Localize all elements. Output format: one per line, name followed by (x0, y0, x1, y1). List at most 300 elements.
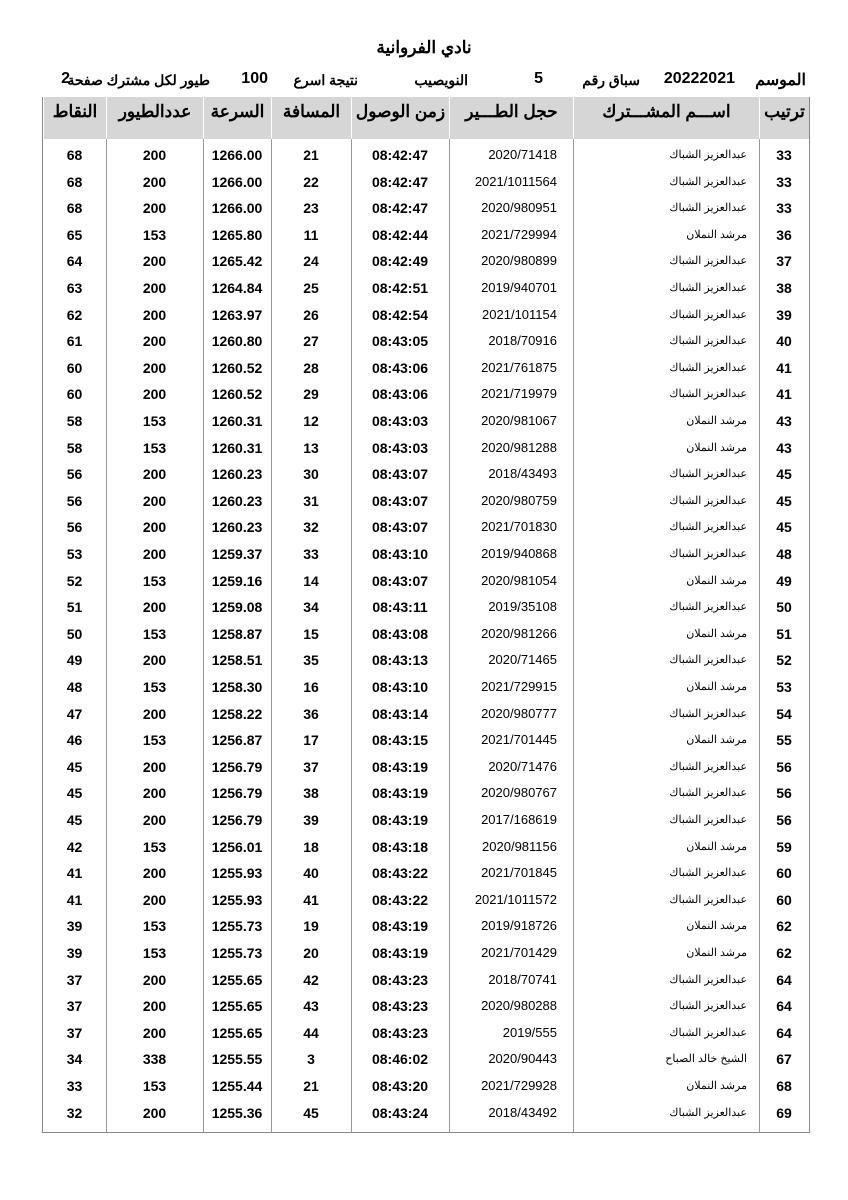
speed-cell: 1256.79 (211, 812, 263, 828)
distance-cell: 17 (303, 732, 319, 749)
bird-count-cell: 153 (142, 732, 167, 749)
participant-name-cell: عبدالعزيز الشباك (669, 361, 747, 374)
column-header-participant-name: اســـم المشـــترك (573, 97, 759, 139)
result-label: نتيجة اسرع (293, 72, 358, 88)
ring-number-cell: 2018/43493 (488, 466, 557, 482)
rank-cell: 45 (776, 492, 792, 509)
distance-cell: 13 (303, 439, 319, 456)
table-row (43, 701, 809, 728)
bird-count-cell: 200 (142, 758, 167, 775)
speed-cell: 1255.93 (211, 865, 263, 882)
points-cell: 34 (66, 1051, 83, 1068)
rank-cell: 51 (776, 625, 792, 642)
arrival-time-cell: 08:42:49 (371, 253, 429, 270)
distance-cell: 20 (303, 945, 319, 961)
distance-cell: 28 (303, 359, 319, 376)
bird-count-cell: 153 (142, 226, 167, 243)
speed-cell: 1255.65 (211, 998, 263, 1015)
bird-count-cell: 200 (142, 865, 167, 882)
table-row (43, 568, 809, 595)
points-cell: 53 (66, 546, 83, 562)
speed-cell: 1258.30 (211, 679, 263, 695)
rank-cell: 43 (776, 439, 792, 456)
bird-count-cell: 338 (142, 1051, 167, 1068)
points-cell: 41 (66, 891, 83, 908)
speed-cell: 1255.55 (211, 1051, 263, 1068)
arrival-time-cell: 08:42:51 (371, 280, 429, 296)
bird-count-cell: 153 (142, 945, 167, 961)
participant-name-cell: عبدالعزيز الشباك (669, 654, 747, 667)
arrival-time-cell: 08:43:23 (371, 971, 429, 988)
participant-name-cell: مرشد النملان (686, 574, 747, 587)
speed-cell: 1260.52 (211, 386, 263, 403)
points-cell: 33 (66, 1078, 83, 1094)
distance-cell: 26 (303, 306, 319, 323)
arrival-time-cell: 08:43:07 (371, 492, 429, 509)
arrival-time-cell: 08:43:05 (371, 333, 429, 350)
ring-number-cell: 2020/90443 (488, 1051, 557, 1067)
rank-cell: 45 (776, 466, 792, 483)
arrival-time-cell: 08:43:14 (371, 705, 429, 722)
arrival-time-cell: 08:43:08 (371, 625, 429, 642)
table-row (43, 195, 809, 222)
participant-name-cell: عبدالعزيز الشباك (669, 1000, 747, 1013)
table-row (43, 514, 809, 541)
bird-count-cell: 200 (142, 599, 167, 616)
ring-number-cell: 2021/729915 (481, 679, 557, 694)
ring-number-cell: 2020/980767 (481, 785, 557, 801)
arrival-time-cell: 08:46:02 (371, 1051, 429, 1068)
distance-cell: 42 (303, 971, 319, 988)
distance-cell: 38 (303, 785, 319, 802)
table-row (43, 1046, 809, 1073)
arrival-time-cell: 08:43:06 (371, 359, 429, 376)
speed-cell: 1255.65 (211, 971, 263, 988)
bird-count-cell: 200 (142, 386, 167, 403)
rank-cell: 64 (776, 998, 792, 1015)
table-row (43, 594, 809, 621)
participant-name-cell: عبدالعزيز الشباك (669, 255, 747, 268)
distance-cell: 3 (307, 1051, 315, 1068)
table-row (43, 727, 809, 754)
table-row (43, 355, 809, 382)
ring-number-cell: 2021/729928 (481, 1078, 557, 1093)
points-cell: 63 (66, 280, 83, 296)
table-row (43, 302, 809, 329)
points-cell: 41 (66, 865, 83, 882)
rank-cell: 64 (776, 971, 792, 988)
speed-cell: 1264.84 (211, 280, 263, 296)
participant-name-cell: عبدالعزيز الشباك (669, 388, 747, 401)
speed-cell: 1266.00 (211, 147, 263, 163)
bird-count-cell: 200 (142, 333, 167, 350)
points-cell: 62 (66, 306, 83, 323)
arrival-time-cell: 08:43:24 (371, 1104, 429, 1121)
distance-cell: 44 (303, 1024, 319, 1041)
arrival-time-cell: 08:43:03 (371, 413, 429, 429)
rank-cell: 43 (776, 413, 792, 429)
rank-cell: 60 (776, 891, 792, 908)
table-row (43, 435, 809, 462)
result-count: 100 (241, 70, 268, 87)
rank-cell: 49 (776, 572, 792, 589)
ring-number-cell: 2021/701429 (481, 945, 557, 960)
table-row (43, 461, 809, 488)
ring-number-cell: 2020/71418 (488, 147, 557, 162)
column-header-ring-number: حجل الطـــير (449, 97, 573, 139)
points-cell: 56 (66, 492, 83, 509)
points-cell: 37 (66, 971, 83, 988)
participant-name-cell: عبدالعزيز الشباك (669, 149, 747, 161)
table-row (43, 807, 809, 834)
points-cell: 45 (66, 812, 83, 828)
rank-cell: 33 (776, 200, 792, 217)
ring-number-cell: 2018/70741 (488, 971, 557, 987)
points-cell: 60 (66, 386, 83, 403)
distance-cell: 37 (303, 758, 319, 775)
arrival-time-cell: 08:42:54 (371, 306, 429, 323)
table-row (43, 993, 809, 1020)
rank-cell: 52 (776, 652, 792, 669)
distance-cell: 29 (303, 386, 319, 403)
rank-cell: 33 (776, 173, 792, 190)
bird-count-cell: 200 (142, 173, 167, 190)
table-row (43, 860, 809, 887)
race-location: النويصيب (414, 72, 468, 88)
participant-name-cell: مرشد النملان (686, 415, 747, 427)
table-row (43, 169, 809, 196)
points-cell: 49 (66, 652, 83, 669)
ring-number-cell: 2020/981266 (481, 625, 557, 641)
ring-number-cell: 2020/71465 (488, 652, 557, 668)
speed-cell: 1258.87 (211, 625, 263, 642)
ring-number-cell: 2021/761875 (481, 359, 557, 375)
rank-cell: 68 (776, 1078, 792, 1094)
distance-cell: 31 (303, 492, 319, 509)
bird-count-cell: 200 (142, 785, 167, 802)
table-row (43, 541, 809, 568)
ring-number-cell: 2021/701830 (481, 519, 557, 535)
club-title: نادي الفروانية (376, 38, 472, 57)
distance-cell: 30 (303, 466, 319, 483)
ring-number-cell: 2020/981054 (481, 572, 557, 588)
arrival-time-cell: 08:43:07 (371, 466, 429, 483)
participant-name-cell: عبدالعزيز الشباك (669, 1106, 747, 1119)
speed-cell: 1256.01 (211, 838, 263, 855)
ring-number-cell: 2018/43492 (488, 1104, 557, 1120)
speed-cell: 1255.73 (211, 945, 263, 961)
points-cell: 68 (66, 173, 83, 190)
distance-cell: 23 (303, 200, 319, 217)
participant-name-cell: عبدالعزيز الشباك (669, 521, 747, 534)
rank-cell: 39 (776, 306, 792, 323)
table-row (43, 248, 809, 275)
rank-cell: 55 (776, 732, 792, 749)
arrival-time-cell: 08:43:06 (371, 386, 429, 403)
table-row (43, 647, 809, 674)
speed-cell: 1255.36 (211, 1104, 263, 1121)
arrival-time-cell: 08:43:19 (371, 812, 429, 828)
ring-number-cell: 2020/980777 (481, 705, 557, 721)
participant-name-cell: عبدالعزيز الشباك (669, 548, 747, 560)
participant-name-cell: مرشد النملان (686, 681, 747, 693)
arrival-time-cell: 08:43:20 (371, 1078, 429, 1094)
arrival-time-cell: 08:43:11 (372, 599, 428, 616)
ring-number-cell: 2020/981067 (481, 413, 557, 428)
bird-count-cell: 200 (142, 519, 167, 536)
column-header-rank: ترتيب (759, 97, 809, 139)
participant-name-cell: مرشد النملان (686, 228, 747, 241)
race-label: سباق رقم (582, 72, 640, 88)
participant-name-cell: عبدالعزيز الشباك (669, 814, 747, 826)
bird-count-cell: 153 (142, 918, 167, 935)
ring-number-cell: 2020/980288 (481, 998, 557, 1014)
ring-number-cell: 2019/555 (502, 1024, 557, 1040)
arrival-time-cell: 08:43:19 (371, 785, 429, 802)
participant-name-cell: عبدالعزيز الشباك (669, 308, 747, 321)
rank-cell: 60 (776, 865, 792, 882)
distance-cell: 11 (303, 226, 319, 243)
points-cell: 50 (66, 625, 83, 642)
ring-number-cell: 2019/35108 (488, 599, 557, 615)
arrival-time-cell: 08:43:10 (371, 546, 429, 562)
bird-count-cell: 200 (142, 546, 167, 562)
arrival-time-cell: 08:42:47 (371, 200, 429, 217)
bird-count-cell: 200 (142, 200, 167, 217)
distance-cell: 34 (303, 599, 319, 616)
table-row (43, 834, 809, 861)
speed-cell: 1263.97 (211, 306, 263, 323)
rank-cell: 64 (776, 1024, 792, 1041)
distance-cell: 15 (303, 625, 319, 642)
arrival-time-cell: 08:43:18 (371, 838, 429, 855)
bird-count-cell: 200 (142, 652, 167, 669)
bird-count-cell: 153 (142, 1078, 167, 1094)
table-row (43, 940, 809, 967)
bird-count-cell: 200 (142, 147, 167, 163)
rank-cell: 41 (776, 386, 792, 403)
participant-name-cell: مرشد النملان (686, 627, 747, 640)
participant-name-cell: الشيخ خالد الصباح (665, 1053, 747, 1066)
speed-cell: 1255.65 (211, 1024, 263, 1041)
rank-cell: 36 (776, 226, 792, 243)
speed-cell: 1255.93 (211, 891, 263, 908)
bird-count-cell: 200 (142, 492, 167, 509)
participant-name-cell: عبدالعزيز الشباك (669, 760, 747, 773)
speed-cell: 1260.31 (211, 439, 263, 456)
distance-cell: 21 (303, 147, 319, 163)
ring-number-cell: 2019/940868 (481, 546, 557, 561)
distance-cell: 19 (303, 918, 319, 935)
ring-number-cell: 2019/918726 (481, 918, 557, 934)
points-cell: 61 (66, 333, 83, 350)
arrival-time-cell: 08:43:10 (371, 679, 429, 695)
table-row (43, 1100, 809, 1127)
ring-number-cell: 2018/70916 (488, 333, 557, 349)
points-cell: 56 (66, 519, 83, 536)
distance-cell: 12 (303, 413, 319, 429)
distance-cell: 27 (303, 333, 319, 350)
participant-name-cell: عبدالعزيز الشباك (669, 787, 747, 800)
bird-count-cell: 200 (142, 1104, 167, 1121)
ring-number-cell: 2021/729994 (481, 226, 557, 242)
rank-cell: 48 (776, 546, 792, 562)
distance-cell: 43 (303, 998, 319, 1015)
participant-name-cell: عبدالعزيز الشباك (669, 335, 747, 348)
race-number: 5 (534, 70, 543, 87)
arrival-time-cell: 08:43:23 (371, 998, 429, 1015)
rank-cell: 56 (776, 812, 792, 828)
participant-name-cell: مرشد النملان (686, 1080, 747, 1092)
participant-name-cell: مرشد النملان (686, 840, 747, 853)
distance-cell: 33 (303, 546, 319, 562)
arrival-time-cell: 08:42:47 (371, 173, 429, 190)
rank-cell: 54 (776, 705, 792, 722)
ring-number-cell: 2021/719979 (481, 386, 557, 402)
speed-cell: 1255.44 (211, 1078, 263, 1094)
table-row (43, 621, 809, 648)
bird-count-cell: 153 (142, 572, 167, 589)
speed-cell: 1258.22 (211, 705, 263, 722)
participant-name-cell: عبدالعزيز الشباك (669, 494, 747, 507)
participant-name-cell: عبدالعزيز الشباك (669, 893, 747, 906)
speed-cell: 1260.52 (211, 359, 263, 376)
bird-count-cell: 200 (142, 359, 167, 376)
points-cell: 64 (66, 253, 83, 270)
bird-count-cell: 200 (142, 280, 167, 296)
arrival-time-cell: 08:43:19 (371, 918, 429, 935)
distance-cell: 21 (303, 1078, 319, 1094)
points-cell: 58 (66, 439, 83, 456)
bird-count-cell: 200 (142, 253, 167, 270)
ring-number-cell: 2020/981288 (481, 439, 557, 455)
arrival-time-cell: 08:43:22 (371, 891, 429, 908)
column-header-arrival-time: زمن الوصول (351, 97, 449, 139)
per-participant-label: طيور لكل مشترك صفحة (67, 72, 210, 88)
speed-cell: 1259.37 (211, 546, 263, 562)
ring-number-cell: 2020/980899 (481, 253, 557, 269)
speed-cell: 1260.23 (211, 466, 263, 483)
column-header-points: النقاط (43, 97, 106, 139)
column-header-bird-count: عددالطيور (106, 97, 203, 139)
points-cell: 60 (66, 359, 83, 376)
participant-name-cell: عبدالعزيز الشباك (669, 282, 747, 294)
distance-cell: 41 (303, 891, 319, 908)
bird-count-cell: 153 (142, 439, 167, 456)
speed-cell: 1258.51 (211, 652, 263, 669)
rank-cell: 62 (776, 918, 792, 935)
table-row (43, 780, 809, 807)
table-row (43, 674, 809, 701)
arrival-time-cell: 08:42:47 (371, 147, 429, 163)
distance-cell: 24 (303, 253, 319, 270)
distance-cell: 39 (303, 812, 319, 828)
distance-cell: 35 (303, 652, 319, 669)
table-row (43, 142, 809, 169)
season-value: 20222021 (663, 70, 735, 87)
rank-cell: 41 (776, 359, 792, 376)
speed-cell: 1260.80 (211, 333, 263, 350)
participant-name-cell: عبدالعزيز الشباك (669, 707, 747, 720)
table-row (43, 222, 809, 249)
table-row (43, 328, 809, 355)
points-cell: 58 (66, 413, 83, 429)
bird-count-cell: 200 (142, 705, 167, 722)
table-row (43, 967, 809, 994)
results-table (42, 97, 810, 1133)
bird-count-cell: 200 (142, 971, 167, 988)
column-header-speed: السرعة (203, 97, 271, 139)
table-row (43, 754, 809, 781)
arrival-time-cell: 08:43:22 (371, 865, 429, 882)
speed-cell: 1256.79 (211, 758, 263, 775)
table-row (43, 381, 809, 408)
ring-number-cell: 2021/1011572 (474, 891, 557, 907)
rank-cell: 37 (776, 253, 792, 270)
points-cell: 42 (66, 838, 83, 855)
rank-cell: 40 (776, 333, 792, 350)
speed-cell: 1255.73 (211, 918, 263, 935)
speed-cell: 1260.23 (211, 492, 263, 509)
participant-name-cell: عبدالعزيز الشباك (669, 202, 747, 215)
ring-number-cell: 2019/940701 (481, 280, 557, 295)
participant-name-cell: عبدالعزيز الشباك (669, 175, 747, 188)
rank-cell: 53 (776, 679, 792, 695)
distance-cell: 14 (303, 572, 319, 589)
rank-cell: 45 (776, 519, 792, 536)
table-row (43, 275, 809, 302)
bird-count-cell: 200 (142, 812, 167, 828)
distance-cell: 22 (303, 173, 319, 190)
page-number: 2 (61, 70, 70, 87)
distance-cell: 25 (303, 280, 319, 296)
speed-cell: 1259.08 (211, 599, 263, 616)
ring-number-cell: 2020/980759 (481, 492, 557, 508)
participant-name-cell: عبدالعزيز الشباك (669, 468, 747, 481)
ring-number-cell: 2020/981156 (482, 838, 557, 854)
season-label: الموسم (755, 72, 806, 89)
arrival-time-cell: 08:43:07 (371, 572, 429, 589)
points-cell: 32 (66, 1104, 83, 1121)
points-cell: 52 (66, 572, 83, 589)
rank-cell: 62 (776, 945, 792, 961)
arrival-time-cell: 08:43:19 (371, 758, 429, 775)
points-cell: 65 (66, 226, 83, 243)
ring-number-cell: 2021/1011564 (474, 173, 557, 189)
speed-cell: 1266.00 (211, 173, 263, 190)
speed-cell: 1260.23 (211, 519, 263, 536)
speed-cell: 1265.42 (211, 253, 263, 270)
arrival-time-cell: 08:43:15 (371, 732, 429, 749)
speed-cell: 1266.00 (211, 200, 263, 217)
points-cell: 46 (66, 732, 83, 749)
points-cell: 56 (66, 466, 83, 483)
points-cell: 37 (66, 1024, 83, 1041)
distance-cell: 40 (303, 865, 319, 882)
points-cell: 39 (66, 918, 83, 935)
points-cell: 48 (66, 679, 83, 695)
table-row (43, 887, 809, 914)
arrival-time-cell: 08:43:03 (371, 439, 429, 456)
bird-count-cell: 200 (142, 306, 167, 323)
arrival-time-cell: 08:42:44 (371, 226, 429, 243)
ring-number-cell: 2020/980951 (481, 200, 557, 216)
speed-cell: 1256.79 (211, 785, 263, 802)
ring-number-cell: 2021/701445 (481, 732, 557, 748)
distance-cell: 32 (303, 519, 319, 536)
participant-name-cell: عبدالعزيز الشباك (669, 601, 747, 614)
table-row (43, 913, 809, 940)
